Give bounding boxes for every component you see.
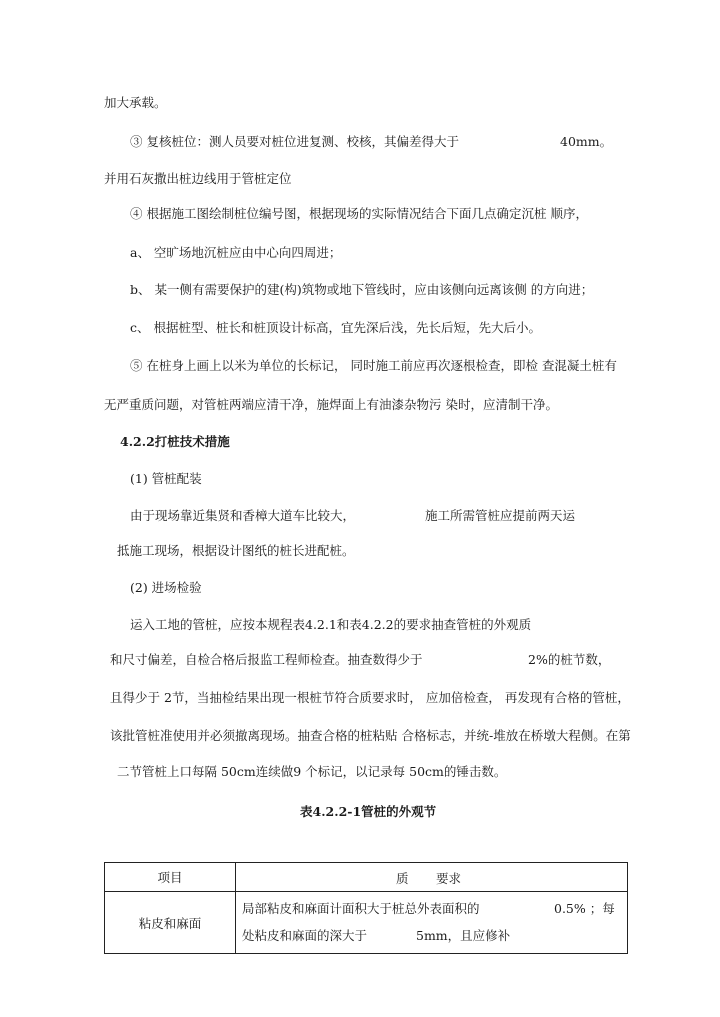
text-line xyxy=(104,171,292,187)
header-req-label-a: 质 xyxy=(396,871,409,886)
req-text: 局部粘皮和麻面计面积大于桩总外表面积的 xyxy=(242,901,480,916)
text-line xyxy=(130,245,341,261)
header-item-label: 项目 xyxy=(157,870,183,885)
text-segment: 加大承载。 xyxy=(104,95,167,110)
subsection-heading-text: (2) 进场检验 xyxy=(130,580,202,595)
table-row xyxy=(105,892,628,954)
text-segment: ④ 根据施工图绘制桩位编号图，根据现场的实际情况结合下面几点确定沉桩 顺序， xyxy=(130,206,588,221)
row-cell-item xyxy=(105,892,236,954)
row-item-label: 粘皮和麻面 xyxy=(138,915,202,931)
text-segment: 2%的桩节数， xyxy=(528,652,611,667)
section-heading-text: 4.2.2打桩技术措施 xyxy=(120,434,230,449)
text-line xyxy=(130,320,541,336)
text-line xyxy=(425,508,575,524)
text-segment: 并用石灰撒出桩边线用于管桩定位 xyxy=(104,171,292,186)
text-line xyxy=(130,282,593,298)
text-line xyxy=(104,95,167,111)
table-header-row xyxy=(105,863,628,892)
text-segment: 且得少于 2节，当抽检结果出现一根桩节符合质要求时， 应加倍检查， 再发现有合格的管桩， xyxy=(110,690,630,705)
text-segment: 该批管桩准使用并必须撤离现场。抽查合格的桩粘贴 合格标志，并统-堆放在桥墩大程侧。在第 xyxy=(110,728,631,743)
header-cell-item xyxy=(105,863,236,892)
section-heading xyxy=(120,434,230,450)
text-line xyxy=(110,652,423,668)
header-req-label-b: 要求 xyxy=(436,871,462,886)
text-segment: c、 根据桩型、桩长和桩顶设计标高，宜先深后浅，先长后短，先大后小。 xyxy=(130,320,541,335)
text-line xyxy=(130,358,617,374)
req-text: 5mm，且应修补 xyxy=(416,928,511,943)
text-segment: 由于现场靠近集贤和香樟大道车比较大， xyxy=(130,508,356,523)
text-line xyxy=(110,728,631,744)
text-segment: 二节管桩上口每隔 50cm连续做9 个标记，以记录每 50cm的锤击数。 xyxy=(117,764,507,779)
text-segment: a、 空旷场地沉桩应由中心向四周进； xyxy=(130,245,342,260)
subsection-heading xyxy=(130,471,202,487)
req-text: 0.5% ；每 xyxy=(554,901,615,916)
text-segment: b、 某一侧有需要保护的建(构)筑物或地下管线时，应由该侧向远离该侧 的方向进； xyxy=(130,282,594,297)
row-cell-requirement xyxy=(236,892,628,954)
text-line xyxy=(130,206,588,222)
req-text: 处粘皮和麻面的深大于 xyxy=(242,928,368,943)
text-segment: 无严重质问题，对管桩两端应清干净，施焊面上有油漆杂物污 染时，应清制干净。 xyxy=(104,397,558,412)
appearance-table xyxy=(104,862,628,954)
text-line xyxy=(104,397,558,413)
header-cell-requirement xyxy=(236,863,628,892)
text-line xyxy=(110,690,630,706)
table-caption xyxy=(300,804,436,820)
text-segment: 施工所需管桩应提前两天运 xyxy=(425,508,576,523)
text-segment: ⑤ 在桩身上画上以米为单位的长标记， 同时施工前应再次逐根检查，即检 查混凝土桩有 xyxy=(130,358,617,373)
text-line xyxy=(528,652,610,668)
table-caption-text: 表4.2.2-1管桩的外观节 xyxy=(300,804,437,819)
text-segment: 和尺寸偏差，自检合格后报监工程师检查。抽查数得少于 xyxy=(110,652,423,667)
text-line xyxy=(130,617,531,633)
text-segment: 抵施工现场，根据设计图纸的桩长进配桩。 xyxy=(117,543,355,558)
text-line xyxy=(117,764,506,780)
text-line xyxy=(130,508,355,524)
subsection-heading xyxy=(130,580,202,596)
text-line xyxy=(130,134,459,150)
subsection-heading-text: (1) 管桩配装 xyxy=(130,471,202,486)
text-line xyxy=(117,543,355,559)
text-line xyxy=(560,134,612,150)
text-segment: 40mm。 xyxy=(560,134,613,149)
text-segment: 运入工地的管桩，应按本规程表4.2.1和表4.2.2的要求抽查管桩的外观质 xyxy=(130,617,532,632)
text-segment: ③ 复核桩位：测人员要对桩位进复测、校核，其偏差得大于 xyxy=(130,134,459,149)
